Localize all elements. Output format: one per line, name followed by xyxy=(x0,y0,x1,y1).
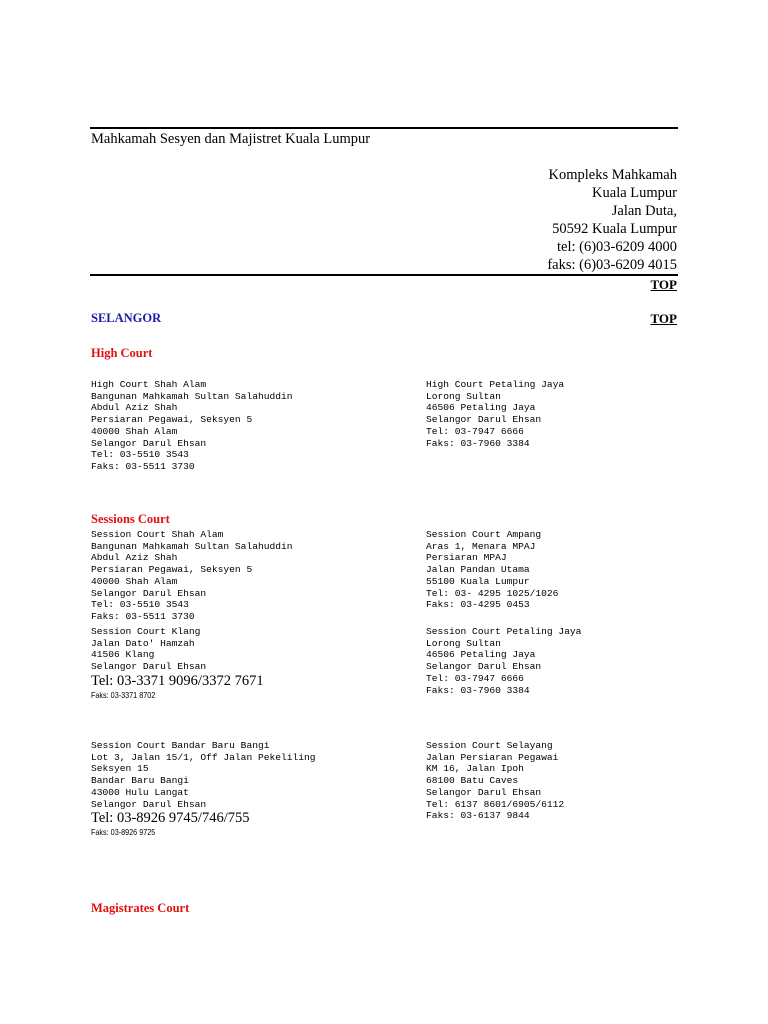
address-line: High Court Petaling Jaya xyxy=(426,379,565,390)
phone-line: Tel: 03-8926 9745/746/755 xyxy=(91,810,250,827)
address-line: Selangor Darul Ehsan xyxy=(426,414,542,426)
state-heading-selangor: SELANGOR xyxy=(91,311,162,325)
address-line: Bandar Baru Bangi xyxy=(91,775,189,787)
address-line: Session Court Klang xyxy=(91,626,201,637)
phone-line: Tel: 6137 8601/6905/6112 xyxy=(426,798,565,810)
fax-line: Faks: 03-4295 0453 xyxy=(426,599,530,611)
fax-line: Faks: 03-5511 3730 xyxy=(91,460,195,472)
address-line: Session Court Ampang xyxy=(426,529,542,540)
address-line: 68100 Batu Caves xyxy=(426,775,519,787)
address-line: Session Court Selayang xyxy=(426,740,553,751)
address-line: Jalan Dato' Hamzah xyxy=(91,637,195,649)
phone-line: Tel: 03- 4295 1025/1026 xyxy=(426,587,559,599)
address-line: Jalan Duta, xyxy=(611,203,677,219)
address-line: Seksyen 15 xyxy=(91,763,149,775)
address-line: Lorong Sultan xyxy=(426,637,501,649)
top-rule xyxy=(90,127,678,129)
address-line: 43000 Hulu Langat xyxy=(91,786,189,798)
fax-line: Faks: 03-6137 9844 xyxy=(426,810,530,822)
fax-line: Faks: 03-3371 8702 xyxy=(91,689,156,700)
address-line: KM 16, Jalan Ipoh xyxy=(426,763,524,775)
address-line: Selangor Darul Ehsan xyxy=(426,661,542,673)
phone-line: Tel: 03-3371 9096/3372 7671 xyxy=(91,672,264,689)
address-line: Session Court Bandar Baru Bangi xyxy=(91,740,270,751)
session-court-selayang xyxy=(426,740,564,822)
address-line: Selangor Darul Ehsan xyxy=(91,587,207,599)
address-line: Persiaran Pegawai, Seksyen 5 xyxy=(91,564,253,576)
top-link[interactable]: TOP xyxy=(650,277,677,292)
address-line: 40000 Shah Alam xyxy=(91,425,178,437)
address-line: Persiaran MPAJ xyxy=(426,552,507,564)
address-line: 46506 Petaling Jaya xyxy=(426,402,536,414)
address-line: Selangor Darul Ehsan xyxy=(91,798,207,810)
address-phone: tel: (6)03-6209 4000 xyxy=(556,239,677,255)
address-line: Selangor Darul Ehsan xyxy=(91,661,207,673)
address-line: 41506 Klang xyxy=(91,649,155,661)
address-line: Lorong Sultan xyxy=(426,390,501,402)
high-court-shah-alam xyxy=(91,379,293,473)
address-line: 50592 Kuala Lumpur xyxy=(552,221,677,237)
address-line: Jalan Pandan Utama xyxy=(426,564,530,576)
fax-line: Faks: 03-7960 3384 xyxy=(426,684,530,696)
session-court-petaling-jaya xyxy=(426,626,581,696)
fax-line: Faks: 03-8926 9725 xyxy=(91,827,156,838)
magistrates-court-heading: Magistrates Court xyxy=(91,901,190,915)
high-court-heading: High Court xyxy=(91,346,153,360)
address-line: Bangunan Mahkamah Sultan Salahuddin xyxy=(91,540,293,552)
phone-line: Tel: 03-5510 3543 xyxy=(91,599,189,611)
phone-line: Tel: 03-7947 6666 xyxy=(426,672,524,684)
court-title: Mahkamah Sesyen dan Majistret Kuala Lumpur xyxy=(91,131,371,147)
bottom-rule xyxy=(90,274,678,276)
sessions-court-heading: Sessions Court xyxy=(91,512,170,526)
session-court-klang xyxy=(91,626,264,701)
address-line: Lot 3, Jalan 15/1, Off Jalan Pekeliling xyxy=(91,751,316,763)
address-line: 55100 Kuala Lumpur xyxy=(426,575,530,587)
address-line: Bangunan Mahkamah Sultan Salahuddin xyxy=(91,390,293,402)
address-line: Session Court Petaling Jaya xyxy=(426,626,582,637)
address-line: Selangor Darul Ehsan xyxy=(426,786,542,798)
address-line: High Court Shah Alam xyxy=(91,379,207,390)
address-line: Abdul Aziz Shah xyxy=(91,402,178,414)
address-line: Abdul Aziz Shah xyxy=(91,552,178,564)
address-line: Kompleks Mahkamah xyxy=(548,167,677,183)
fax-line: Faks: 03-5511 3730 xyxy=(91,610,195,622)
fax-line: Faks: 03-7960 3384 xyxy=(426,437,530,449)
address-line: Aras 1, Menara MPAJ xyxy=(426,540,536,552)
address-line: 40000 Shah Alam xyxy=(91,575,178,587)
address-line: Kuala Lumpur xyxy=(592,185,677,201)
address-fax: faks: (6)03-6209 4015 xyxy=(547,257,677,273)
session-court-ampang xyxy=(426,529,558,611)
address-line: Session Court Shah Alam xyxy=(91,529,224,540)
high-court-petaling-jaya xyxy=(426,379,564,449)
address-line: Selangor Darul Ehsan xyxy=(91,437,207,449)
session-court-shah-alam xyxy=(91,529,293,623)
phone-line: Tel: 03-7947 6666 xyxy=(426,425,524,437)
top-link[interactable]: TOP xyxy=(650,311,677,326)
address-line: 46506 Petaling Jaya xyxy=(426,649,536,661)
session-court-bandar-baru-bangi xyxy=(91,740,316,838)
address-line: Persiaran Pegawai, Seksyen 5 xyxy=(91,414,253,426)
address-line: Jalan Persiaran Pegawai xyxy=(426,751,559,763)
phone-line: Tel: 03-5510 3543 xyxy=(91,449,189,461)
